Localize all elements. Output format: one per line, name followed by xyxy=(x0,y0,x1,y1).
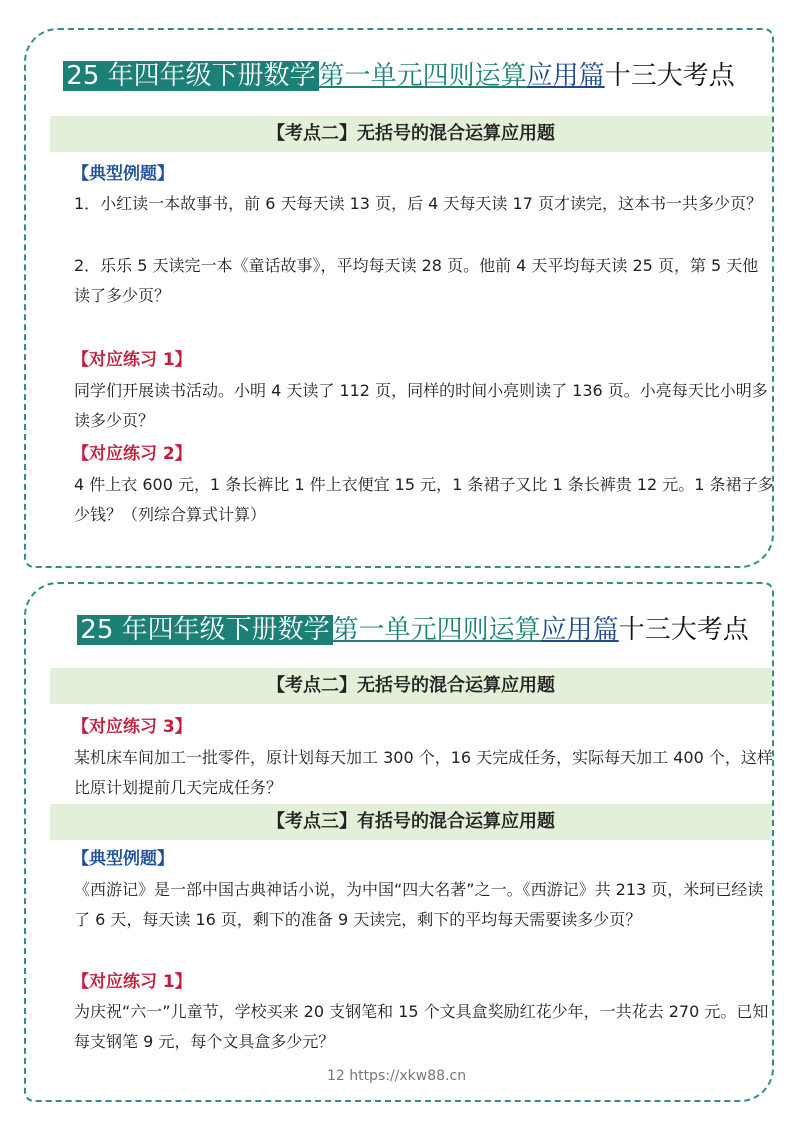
practice-problem-2: 4 件上衣 600 元，1 条长裤比 1 件上衣便宜 15 元，1 条裙子又比 1 条长裤贵 12 元。1 条裙子多少钱？（列综合算式计算） xyxy=(74,475,774,524)
title-topic: 应用篇 xyxy=(540,615,619,645)
card-title xyxy=(40,610,786,650)
problem-card-2 xyxy=(24,582,774,1102)
practice-label-3: 【对应练习 3】 xyxy=(72,717,192,737)
practice-problem-1: 为庆祝“六一”儿童节，学校买来 20 支钢笔和 15 个文具盒奖励红花少年，一共花去 270 元。已知每支钢笔 9 元，每个文具盒多少元？ xyxy=(74,1002,769,1051)
section-header-2: 【考点三】有括号的混合运算应用题 xyxy=(50,804,772,840)
example-problem-2: 2．乐乐 5 天读完一本《童话故事》，平均每天读 28 页。他前 4 天平均每天读 25 页，第 5 天他读了多少页？ xyxy=(74,256,759,305)
practice-label-2: 【对应练习 2】 xyxy=(72,444,192,464)
title-unit: 第一单元四则运算 xyxy=(332,615,541,645)
practice-label-1: 【对应练习 1】 xyxy=(72,972,192,992)
example-label: 【典型例题】 xyxy=(72,849,174,869)
title-suffix: 十三大考点 xyxy=(618,615,749,645)
example-problem-1: 1．小红读一本故事书，前 6 天每天读 13 页，后 4 天每天读 17 页才读完，这本书一共多少页？ xyxy=(74,194,762,213)
section-header-1: 【考点二】无括号的混合运算应用题 xyxy=(50,668,772,704)
practice-problem-3: 某机床车间加工一批零件，原计划每天加工 300 个，16 天完成任务，实际每天加工 400 个，这样比原计划提前几天完成任务？ xyxy=(74,748,773,797)
section-header: 【考点二】无括号的混合运算应用题 xyxy=(50,116,772,152)
title-grade: 25 年四年级下册数学 xyxy=(63,61,318,91)
practice-label-1: 【对应练习 1】 xyxy=(72,350,192,370)
title-unit: 第一单元四则运算 xyxy=(318,61,527,91)
card-title xyxy=(26,56,772,96)
example-problem: 《西游记》是一部中国古典神话小说，为中国“四大名著”之一。《西游记》共 213 页，米珂已经读了 6 天，每天读 16 页，剩下的准备 9 天读完，剩下的平均每天需要读多少页？ xyxy=(74,880,764,929)
problem-card-1 xyxy=(24,28,774,568)
title-suffix: 十三大考点 xyxy=(604,61,735,91)
page-footer: 12 https://xkw88.cn xyxy=(326,1068,467,1084)
title-topic: 应用篇 xyxy=(526,61,605,91)
practice-problem-1: 同学们开展读书活动。小明 4 天读了 112 页，同样的时间小亮则读了 136 页。小亮每天比小明多读多少页？ xyxy=(74,381,768,430)
title-grade: 25 年四年级下册数学 xyxy=(77,615,332,645)
example-label: 【典型例题】 xyxy=(72,164,174,184)
